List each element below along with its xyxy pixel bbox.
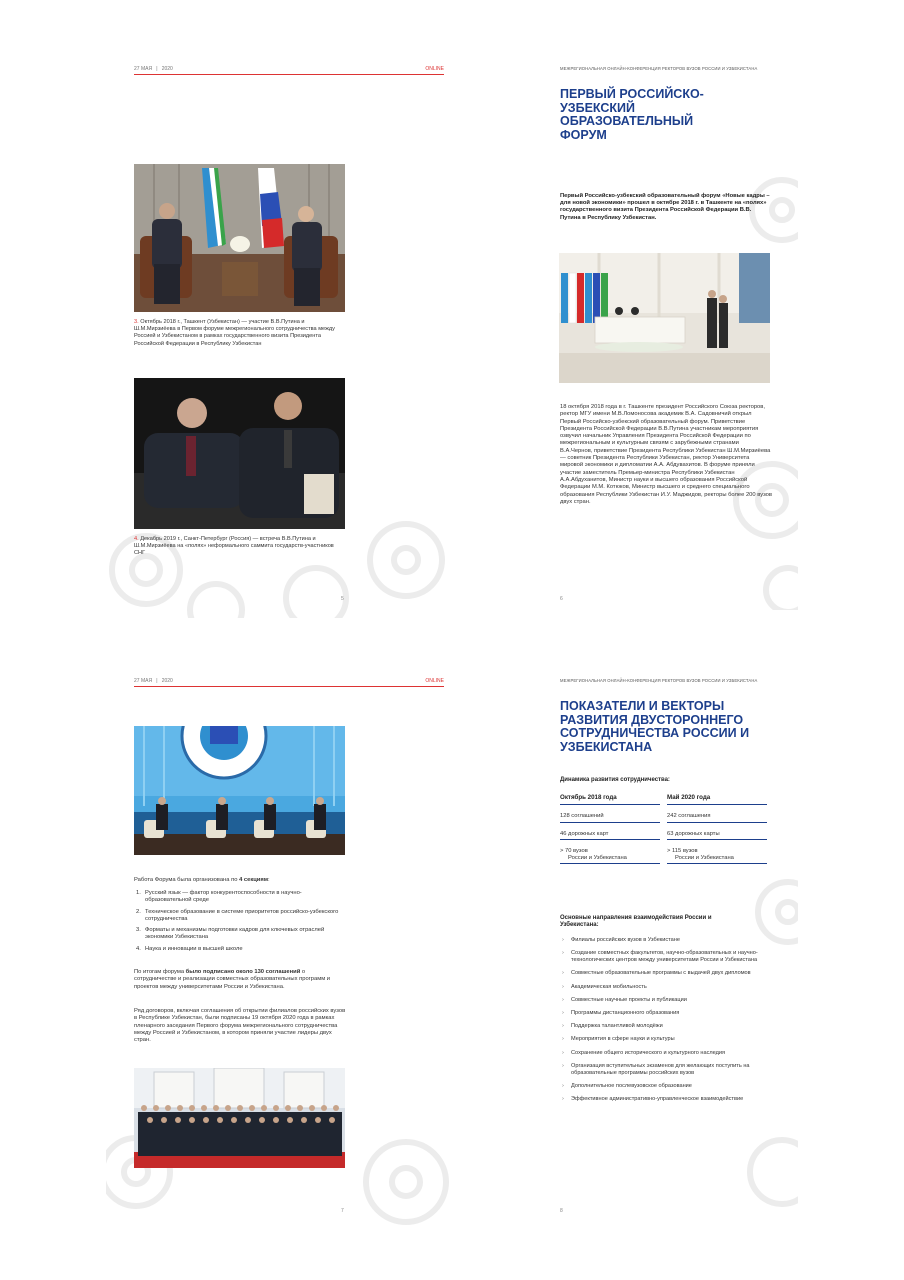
list-item <box>136 927 342 942</box>
stat-subtext: России и Узбекистана <box>675 854 734 861</box>
list-text: Форматы и механизмы подготовки кадров для ключевых отраслей экономики Узбекистана <box>145 927 325 941</box>
list-item <box>136 890 342 905</box>
intro-text: Работа Форума была организована по <box>134 877 240 883</box>
photo-caption-3 <box>134 319 346 348</box>
chevron-right-icon: › <box>562 1082 564 1089</box>
chevron-right-icon: › <box>562 996 564 1003</box>
stat-row <box>667 840 767 864</box>
chevron-right-icon: › <box>562 1062 564 1069</box>
brochure-page-6 <box>452 60 798 618</box>
list-item <box>136 909 342 924</box>
list-text: Совместные научные проекты и публикации <box>571 996 687 1003</box>
header-separator: | <box>156 678 158 684</box>
list-item <box>562 1010 774 1017</box>
list-text: Программы дистанционного образования <box>571 1009 680 1016</box>
list-text: Эффективное административно-управленческое взаимодействие <box>571 1096 744 1103</box>
chevron-right-icon: › <box>562 937 564 943</box>
list-item <box>562 1050 774 1057</box>
chevron-right-icon: › <box>562 983 564 990</box>
list-item <box>562 1096 774 1103</box>
list-text: Создание совместных факультетов, научно-образовательных и научно-технологических центров между университетами России и Узбекистана <box>571 950 758 964</box>
results-text-end: о сотрудничестве и реализации совместных образовательных программ и проектов между университетами России и Узбекистана. <box>134 969 331 990</box>
caption-number: 3. <box>134 319 139 325</box>
list-text: Совместные образовательные программы с выдачей двух дипломов <box>571 970 751 977</box>
directions-list <box>562 937 774 1109</box>
list-item <box>562 1036 774 1043</box>
caption-text: Декабрь 2019 г., Санкт-Петербург (Россия) — встреча В.В.Путина и Ш.М.Мирзиёева на «полях» неформального саммита государств-участников СНГ <box>134 536 334 557</box>
sections-intro <box>134 877 344 884</box>
chevron-right-icon: › <box>562 970 564 977</box>
dynamics-title: Динамика развития сотрудничества: <box>560 777 670 783</box>
stat-row: 242 соглашения <box>667 805 767 823</box>
list-text: Организация вступительных экзаменов для желающих поступить на образовательные программы российских вузов <box>571 1062 750 1076</box>
results-paragraph <box>134 969 346 991</box>
header-separator: | <box>156 66 158 72</box>
stat-value: > 115 вузов <box>667 848 698 855</box>
photo-forum-stage <box>134 726 345 855</box>
lead-paragraph: Первый Российско-узбекский образовательный форум «Новые кадры – для новой экономики» прошел в октябре 2018 г. в Ташкенте на «полях» государственного визита Президента Российской Федерации В.В. Путина в Республику Узбекистан. <box>560 193 770 221</box>
header-date: 27 МАЯ <box>134 66 153 72</box>
chevron-right-icon: › <box>562 1023 564 1030</box>
header-year: 2020 <box>161 678 173 684</box>
column-header: Октябрь 2018 года <box>560 794 660 805</box>
intro-bold: 4 секциям <box>239 877 269 883</box>
section-title: ПОКАЗАТЕЛИ И ВЕКТОРЫ РАЗВИТИЯ ДВУСТОРОННЕГО СОТРУДНИЧЕСТВА РОССИИ И УЗБЕКИСТАНА <box>560 699 750 754</box>
caption-number: 4. <box>134 536 139 542</box>
page-header <box>134 66 444 75</box>
list-item <box>562 1083 774 1090</box>
header-online-tag: ONLINE <box>425 678 444 684</box>
stat-subtext: России и Узбекистана <box>568 854 627 861</box>
photo-caption-4 <box>134 536 346 558</box>
results-text: По итогам форума <box>134 969 186 975</box>
list-text: Сохранение общего исторического и культурного наследия <box>571 1049 726 1056</box>
list-number: 2. <box>136 908 141 915</box>
header-date: 27 МАЯ <box>134 678 153 684</box>
list-text: Техническое образование в системе приоритетов российско-узбекского сотрудничества <box>145 908 339 922</box>
page-number: 5 <box>341 596 344 602</box>
results-bold: было подписано около 130 соглашений <box>185 969 301 975</box>
page-number: 7 <box>341 1208 344 1214</box>
brochure-page-8 <box>452 672 798 1230</box>
chevron-right-icon: › <box>562 1009 564 1016</box>
agreements-paragraph: Ряд договоров, включая соглашения об открытии филиалов российских вузов в Республике Узбекистан, были подписаны 19 октября 2020 года в рамках пленарного заседания Первого форума межрегионального сотрудничества между Россией и Узбекистаном, в котором приняли участие лидеры двух стран. <box>134 1008 346 1044</box>
list-text: Дополнительное послевузовское образование <box>571 1082 692 1089</box>
list-item <box>562 1063 774 1077</box>
stat-value: > 70 вузов <box>560 848 588 855</box>
brochure-page-7 <box>106 672 452 1230</box>
list-text: Мероприятия в сфере науки и культуры <box>571 1036 675 1043</box>
photo-group <box>134 1068 345 1168</box>
list-text: Академическая мобильность <box>571 983 647 990</box>
dynamics-column-2020 <box>667 794 767 864</box>
list-item <box>562 997 774 1004</box>
page-header <box>134 678 444 687</box>
chevron-right-icon: › <box>562 950 564 957</box>
stat-row: 46 дорожных карт <box>560 823 660 841</box>
conference-header: МЕЖРЕГИОНАЛЬНАЯ ОНЛАЙН-КОНФЕРЕНЦИЯ РЕКТОРОВ ВУЗОВ РОССИИ И УЗБЕКИСТАНА <box>560 66 758 71</box>
section-title: ПЕРВЫЙ РОССИЙСКО-УЗБЕКСКИЙ ОБРАЗОВАТЕЛЬНЫЙ ФОРУМ <box>560 87 704 142</box>
page-number: 8 <box>560 1208 563 1214</box>
conference-header: МЕЖРЕГИОНАЛЬНАЯ ОНЛАЙН-КОНФЕРЕНЦИЯ РЕКТОРОВ ВУЗОВ РОССИИ И УЗБЕКИСТАНА <box>560 678 758 683</box>
list-item <box>562 937 774 944</box>
intro-colon: : <box>268 877 270 883</box>
list-number: 3. <box>136 927 141 934</box>
list-number: 4. <box>136 945 141 952</box>
stat-row: 63 дорожных карты <box>667 823 767 841</box>
page-number: 6 <box>560 596 563 602</box>
list-text: Поддержка талантливой молодёжи <box>571 1023 663 1030</box>
list-number: 1. <box>136 890 141 896</box>
list-text: Русский язык — фактор конкурентоспособности в научно-образовательной среде <box>145 890 302 904</box>
stat-row <box>560 840 660 864</box>
chevron-right-icon: › <box>562 1096 564 1103</box>
photo-meeting-2018 <box>134 164 345 312</box>
stat-row: 128 соглашений <box>560 805 660 823</box>
list-item <box>562 1023 774 1030</box>
body-paragraph: 18 октября 2018 года в г. Ташкенте президент Российского Союза ректоров, ректор МГУ имени М.В.Ломоносова академик В.А. Садовничий открыл Первый Российско-узбекский образовательный форум. Приветствие Президента Российской Федерации В.В.Путина участникам мероприятия озвучил начальник Управления Президента Российской Федерации по межрегиональным и культурным связям с зарубежными странами В.А.Чернов, приветствие Президента Республики Узбекистан Ш.М.Мирзиёева — советник Президента Республики Узбекистан, ректор Университета мировой экономики и дипломатии А.А. Абдувахитов. В форуме приняли участие заместитель Премьер-министра Республики Узбекистан А.А.Абдуханитов, Министр науки и высшего образования Российской Федерации М.М. Котюков, Министр высшего и среднего специального образования Республики Узбекистан И.У. Маджидов, ректоры более 200 вузов двух стран. <box>560 404 772 505</box>
directions-title: Основные направления взаимодействия России и Узбекистана: <box>560 915 712 929</box>
list-item <box>562 970 774 977</box>
list-text: Наука и инновации в высшей школе <box>145 945 243 952</box>
caption-text: Октябрь 2018 г., Ташкент (Узбекистан) — участие В.В.Путина и Ш.М.Мирзиёева в Первом форуме межрегионального сотрудничества между Россией и Узбекистаном в рамках государственного визита Президента Российской Федерации в Республику Узбекистан <box>134 319 335 347</box>
column-header: Май 2020 года <box>667 794 767 805</box>
brochure-page-5 <box>106 60 452 618</box>
photo-forum-hall <box>559 253 770 383</box>
list-item <box>136 946 342 953</box>
list-item <box>562 984 774 991</box>
list-text: Филиалы российских вузов в Узбекистане <box>571 937 680 943</box>
dynamics-column-2018 <box>560 794 660 864</box>
chevron-right-icon: › <box>562 1049 564 1056</box>
header-year: 2020 <box>161 66 173 72</box>
chevron-right-icon: › <box>562 1036 564 1043</box>
photo-meeting-2019 <box>134 378 345 529</box>
list-item <box>562 950 774 964</box>
ornament-decoration <box>702 170 798 610</box>
sections-list <box>136 890 342 957</box>
header-online-tag: ONLINE <box>425 66 444 72</box>
